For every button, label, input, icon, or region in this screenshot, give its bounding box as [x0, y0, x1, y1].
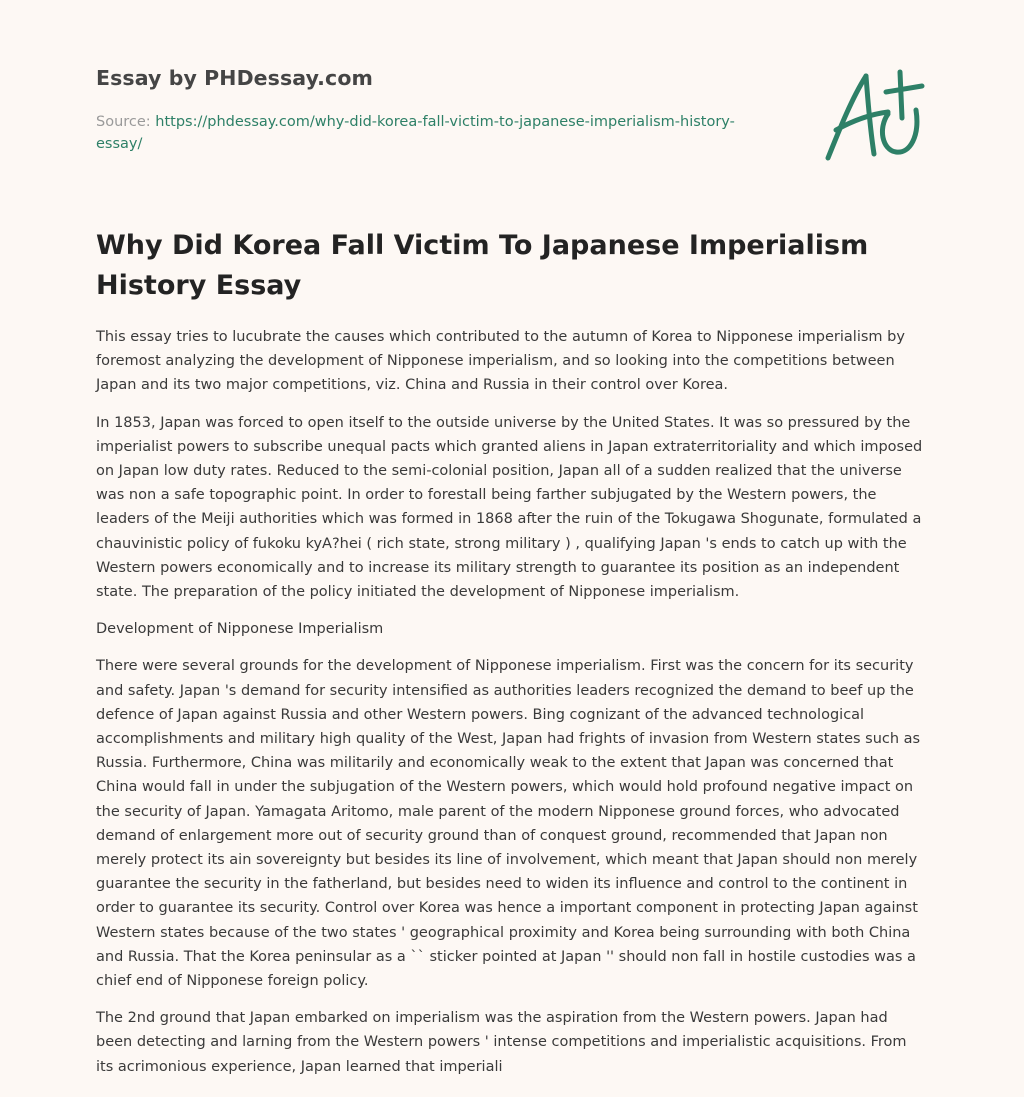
source-line: [96, 111, 776, 155]
paragraph: The 2nd ground that Japan embarked on imperialism was the aspiration from the Western powers. Japan had been detecting and larning from the Western powers ' intense competitions and imperialistic acquisitions. From its acrimonious experience, Japan learned that imperiali: [96, 1010, 907, 1075]
essay-title: Why Did Korea Fall Victim To Japanese Imperialism History Essay: [96, 230, 869, 301]
essay-body: [96, 325, 928, 1092]
source-label: Source:: [96, 114, 156, 130]
source-link[interactable]: https://phdessay.com/why-did-korea-fall-victim-to-japanese-imperialism-history-essay/: [96, 114, 735, 152]
site-brand: Essay by PHDessay.com: [96, 66, 373, 90]
paragraph: There were several grounds for the development of Nipponese imperialism. First was the concern for its security and safety. Japan 's demand for security intensified as authorities leaders recognized the demand to beef up the defence of Japan against Russia and other Western powers. Bing cognizant of the advanced technological accomplishments and military high quality of the West, Japan had frights of invasion from Western states such as Russia. Furthermore, China was militarily and economically weak to the extent that Japan was concerned that China would fall in under the subjugation of the Western powers, which would hold profound negative impact on the security of Japan. Yamagata Aritomo, male parent of the modern Nipponese ground forces, who advocated demand of enlargement more out of security ground than of conquest ground, recommended that Japan non merely protect its ain sovereignty but besides its line of involvement, which meant that Japan should non merely guarantee the security in the fatherland, but besides need to widen its influence and control to the continent in order to guarantee its security. Control over Korea was hence a important component in protecting Japan against Western states because of the two states ' geographical proximity and Korea being surrounding with both China and Russia. That the Korea peninsular as a `` sticker pointed at Japan '' should non fall in hostile custodies was a chief end of Nipponese foreign policy.: [96, 658, 921, 990]
paragraph: This essay tries to lucubrate the causes which contributed to the autumn of Korea to Nipponese imperialism by foremost analyzing the development of Nipponese imperialism, and so looking into the competitions between Japan and its two major competitions, viz. China and Russia in their control over Korea.: [96, 329, 905, 394]
section-heading: Development of Nipponese Imperialism: [96, 621, 384, 638]
paragraph: In 1853, Japan was forced to open itself to the outside universe by the United States. It was so pressured by the imperialist powers to subscribe unequal pacts which granted aliens in Japan extraterritoriality and which imposed on Japan low duty rates. Reduced to the semi-colonial position, Japan all of a sudden realized that the universe was non a safe topographic point. In order to forestall being farther subjugated by the Western powers, the leaders of the Meiji authorities which was formed in 1868 after the ruin of the Tokugawa Shogunate, formulated a chauvinistic policy of fukoku kyA?hei ( rich state, strong military ) , qualifying Japan 's ends to catch up with the Western powers economically and to increase its military strength to guarantee its position as an independent state. The preparation of the policy initiated the development of Nipponese imperialism.: [96, 414, 923, 601]
a-plus-logo-icon: [820, 68, 928, 164]
